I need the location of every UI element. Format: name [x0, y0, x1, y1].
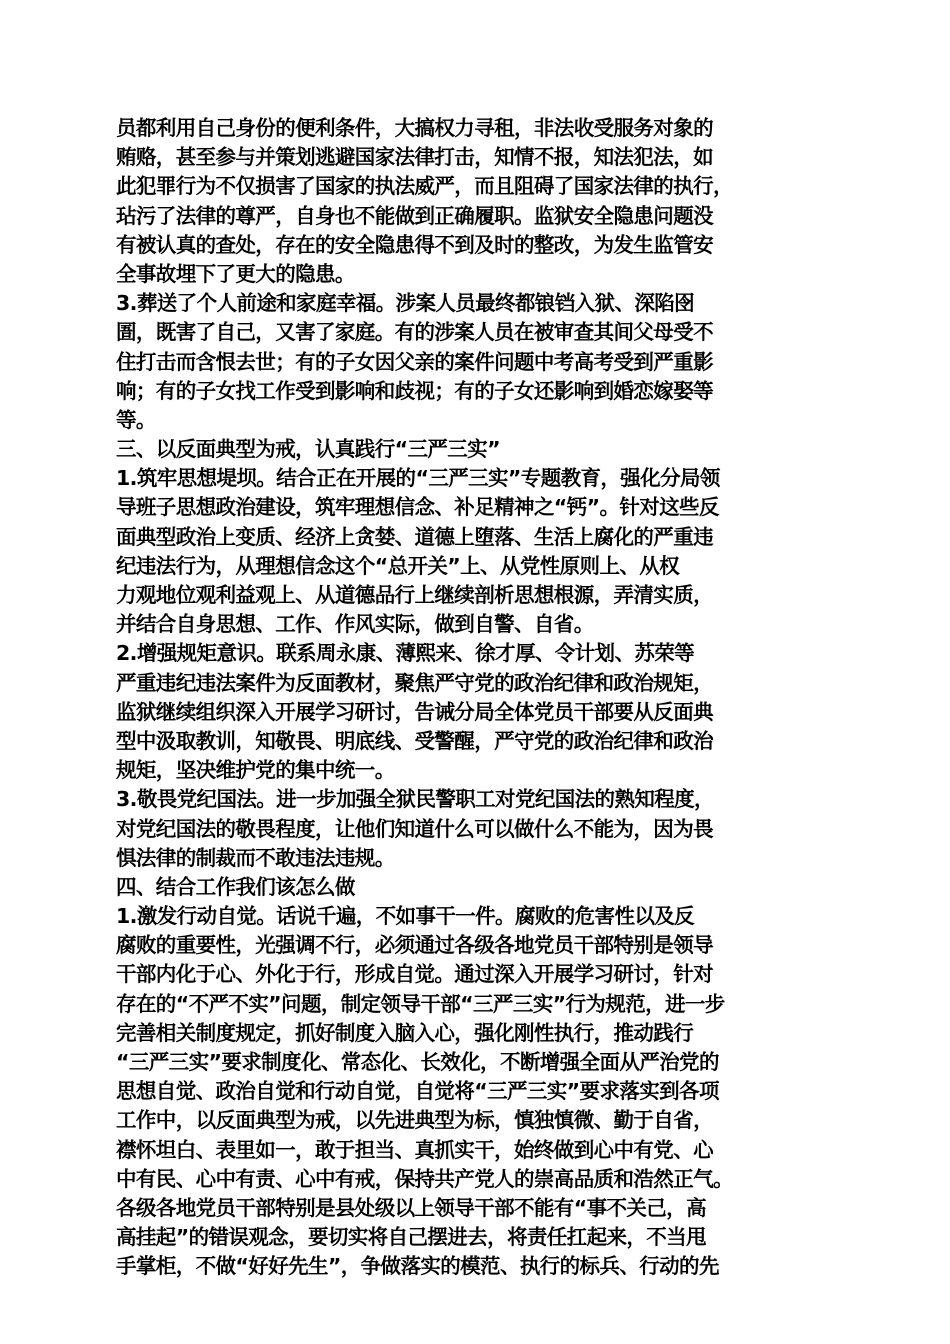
- text-line: 对党纪国法的敬畏程度，让他们知道什么可以做什么不能为，因为畏: [116, 816, 713, 841]
- text-line: 1.筑牢思想堤坝。结合正在开展的“三严三实”专题教育，强化分局领: [116, 466, 720, 491]
- text-line: 襟怀坦白、表里如一，敢于担当、真抓实干，始终做到心中有党、心: [116, 1137, 713, 1162]
- text-line: 惧法律的制裁而不敢违法违规。: [116, 845, 395, 870]
- text-line: 力观地位观利益观上、从道德品行上继续剖析思想根源，弄清实质，: [116, 583, 713, 607]
- text-line: 1.激发行动自觉。话说千遍，不如事干一件。腐败的危害性以及反: [116, 904, 695, 929]
- text-line: 型中汲取教训，知敬畏、明底线、受警醒，严守党的政治纪律和政治: [116, 728, 713, 753]
- text-line: 工作中，以反面典型为戒，以先进典型为标，慎独慎微、勤于自省，: [116, 1108, 713, 1133]
- text-line: 2.增强规矩意识。联系周永康、薄熙来、徐才厚、令计划、苏荣等: [116, 641, 695, 666]
- text-line: 3.葬送了个人前途和家庭幸福。涉案人员最终都锒铛入狱、深陷囹: [116, 291, 695, 316]
- text-line: 响；有的子女找工作受到影响和歧视；有的子女还影响到婚恋嫁娶等: [116, 378, 713, 403]
- text-line: 并结合自身思想、工作、作风实际，做到自警、自省。: [116, 612, 594, 637]
- text-line: 干部内化于心、外化于行，形成自觉。通过深入开展学习研讨，针对: [116, 962, 713, 987]
- text-line: 等。: [116, 407, 156, 432]
- text-line: 存在的“不严不实”问题，制定领导干部“三严三实”行为规范，进一步: [116, 991, 725, 1016]
- text-line: 有被认真的查处，存在的安全隐患得不到及时的整改，为发生监管安: [116, 232, 713, 257]
- text-line: “三严三实”要求制度化、常态化、长效化，不断增强全面从严治党的: [116, 1050, 719, 1074]
- text-line: 此犯罪行为不仅损害了国家的执法威严，而且阻碍了国家法律的执行，: [116, 174, 733, 199]
- text-line: 三、以反面典型为戒，认真践行“三严三实”: [116, 437, 500, 462]
- text-line: 员都利用自己身份的便利条件，大搞权力寻租，非法收受服务对象的: [116, 116, 713, 140]
- text-line: 住打击而含恨去世；有的子女因父亲的案件问题中考高考受到严重影: [116, 349, 713, 374]
- text-line: 监狱继续组织深入开展学习研讨，告诫分局全体党员干部要从反面典: [116, 699, 713, 724]
- text-line: 腐败的重要性，光强调不行，必须通过各级各地党员干部特别是领导: [116, 933, 713, 958]
- text-line: 贿赂，甚至参与并策划逃避国家法律打击，知情不报，知法犯法，如: [116, 145, 713, 170]
- text-line: 纪违法行为，从理想信念这个“总开关”上、从党性原则上、从权: [116, 553, 680, 578]
- text-line: 完善相关制度规定，抓好制度入脑入心，强化刚性执行，推动践行: [116, 1020, 694, 1045]
- text-line: 规矩，坚决维护党的集中统一。: [116, 758, 395, 783]
- text-line: 高挂起”的错误观念，要切实将自己摆进去，将责任扛起来，不当甩: [116, 1225, 706, 1250]
- document-body: [116, 114, 850, 1282]
- text-line: 圄，既害了自己，又害了家庭。有的涉案人员在被审查其间父母受不: [116, 320, 713, 345]
- text-line: 面典型政治上变质、经济上贪婪、道德上堕落、生活上腐化的严重违: [116, 524, 713, 549]
- text-line: 严重违纪违法案件为反面教材，聚焦严守党的政治纪律和政治规矩，: [116, 670, 713, 695]
- text-line: 思想自觉、政治自觉和行动自觉，自觉将“三严三实”要求落实到各项: [116, 1079, 719, 1104]
- text-line: 3.敬畏党纪国法。进一步加强全狱民警职工对党纪国法的熟知程度，: [116, 787, 714, 812]
- text-line: 导班子思想政治建设，筑牢理想信念、补足精神之“钙”。针对这些反: [116, 495, 719, 520]
- text-line: 全事故埋下了更大的隐患。: [116, 261, 355, 286]
- text-line: 中有民、心中有责、心中有戒，保持共产党人的崇高品质和浩然正气。: [116, 1166, 733, 1191]
- text-line: 手掌柜，不做“好好先生”，争做落实的模范、执行的标兵、行动的先: [116, 1254, 719, 1279]
- text-line: 四、结合工作我们该怎么做: [116, 874, 355, 899]
- text-line: 各级各地党员干部特别是县处级以上领导干部不能有“事不关己，高: [116, 1195, 706, 1220]
- text-line: 玷污了法律的尊严，自身也不能做到正确履职。监狱安全隐患问题没: [116, 203, 713, 228]
